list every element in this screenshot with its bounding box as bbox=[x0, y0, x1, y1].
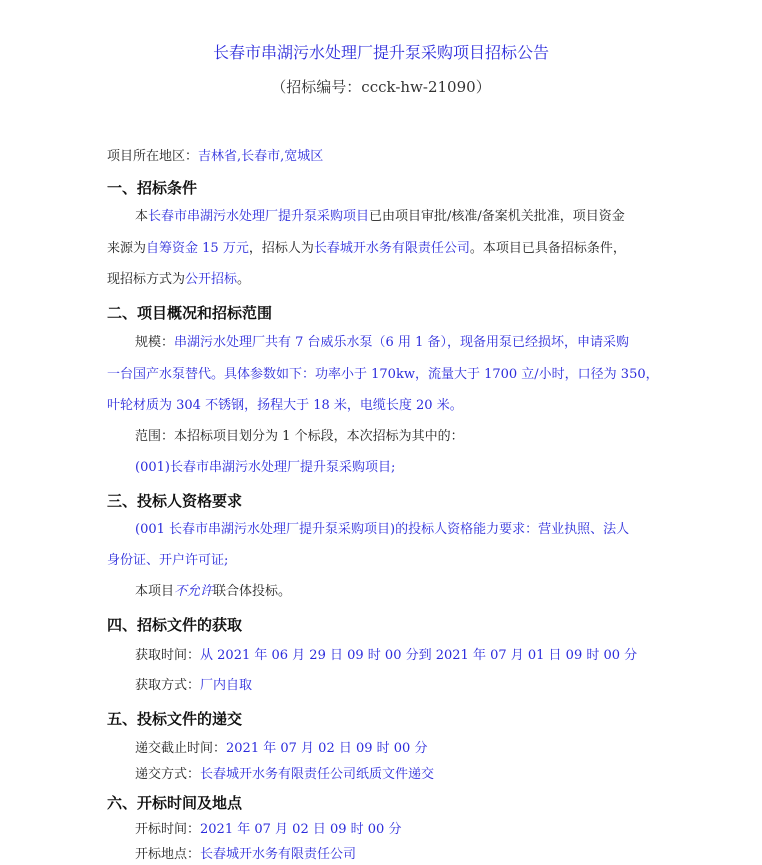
section-2-heading: 二、项目概况和招标范围 bbox=[107, 304, 273, 322]
tenderer-name: 长春城开水务有限责任公司 bbox=[313, 241, 470, 256]
scale-label: 规模： bbox=[135, 335, 175, 350]
tender-method: 公开招标 bbox=[185, 272, 238, 287]
joint-text: 联合体投标。 bbox=[213, 584, 292, 599]
obtain-time-label: 获取时间： bbox=[135, 648, 201, 663]
submit-method-value: 长春城开水务有限责任公司纸质文件递交 bbox=[200, 767, 435, 782]
page-title: 长春市串湖污水处理厂提升泵采购项目招标公告 bbox=[212, 43, 549, 62]
sec1-text: 。 bbox=[237, 272, 251, 287]
obtain-time-line bbox=[135, 647, 637, 665]
sec1-text: 现招标方式为 bbox=[107, 272, 186, 287]
qualification-line-1: (001 长春市串湖污水处理厂提升泵采购项目)的投标人资格能力要求：营业执照、法人 bbox=[135, 522, 630, 537]
lot-count: 1 bbox=[282, 429, 291, 444]
submit-method-label: 递交方式： bbox=[135, 767, 201, 782]
qualification-line-2: 身份证、开户许可证; bbox=[107, 553, 229, 568]
project-name: 长春市串湖污水处理厂提升泵采购项目 bbox=[148, 209, 370, 224]
lot-item: (001)长春市串湖污水处理厂提升泵采购项目; bbox=[135, 460, 396, 475]
joint-bid-line bbox=[135, 583, 291, 601]
joint-text: 本项目 bbox=[135, 584, 175, 599]
obtain-method-value: 厂内自取 bbox=[200, 678, 253, 693]
scale-line-2: 一台国产水泵替代。具体参数如下：功率小于 170kw，流量大于 1700 立/小时，口径为 350， bbox=[107, 367, 659, 382]
tender-code-suffix: ） bbox=[475, 78, 491, 96]
tender-code-line bbox=[0, 76, 762, 97]
sec1-paragraph-line-2 bbox=[107, 240, 626, 258]
submit-method-line bbox=[135, 766, 434, 784]
joint-bid-value: 不允许 bbox=[174, 584, 214, 599]
range-text: 范围：本招标项目划分为 bbox=[135, 429, 279, 444]
scale-line-1 bbox=[135, 334, 629, 352]
section-3-heading: 三、投标人资格要求 bbox=[107, 492, 243, 510]
tender-code: ccck-hw-21090 bbox=[361, 78, 476, 96]
obtain-method-line bbox=[135, 677, 252, 695]
opening-time-label: 开标时间： bbox=[135, 822, 201, 837]
opening-time-value: 2021 年 07 月 02 日 09 时 00 分 bbox=[200, 822, 402, 837]
sec1-text: 来源为 bbox=[107, 241, 147, 256]
sec1-text: ，招标人为 bbox=[248, 241, 314, 256]
section-4-heading: 四、招标文件的获取 bbox=[107, 616, 243, 634]
tender-code-prefix: （招标编号： bbox=[271, 78, 362, 96]
range-line bbox=[135, 428, 464, 446]
obtain-time-value: 从 2021 年 06 月 29 日 09 时 00 分到 2021 年 07 月 01 日 09 时 00 分 bbox=[200, 648, 638, 663]
sec1-paragraph-line-1 bbox=[135, 208, 625, 226]
opening-place-label: 开标地点： bbox=[135, 847, 201, 862]
opening-place-value: 长春城开水务有限责任公司 bbox=[200, 847, 357, 862]
region-value: 吉林省,长春市,宽城区 bbox=[198, 149, 324, 164]
sec1-paragraph-line-3 bbox=[107, 271, 250, 289]
scale-text: 串湖污水处理厂共有 7 台威乐水泵（6 用 1 备），现备用泵已经损坏，申请采购 bbox=[174, 335, 629, 350]
opening-time-line bbox=[135, 821, 401, 839]
section-6-heading: 六、开标时间及地点 bbox=[107, 794, 243, 812]
scale-line-3: 叶轮材质为 304 不锈钢，扬程大于 18 米，电缆长度 20 米。 bbox=[107, 398, 463, 413]
fund-source: 自筹资金 15 万元 bbox=[146, 241, 249, 256]
section-1-heading: 一、招标条件 bbox=[107, 179, 198, 197]
region-line bbox=[107, 148, 323, 166]
deadline-label: 递交截止时间： bbox=[135, 741, 227, 756]
sec1-text: 已由项目审批/核准/备案机关批准，项目资金 bbox=[369, 209, 625, 224]
sec1-text: 。本项目已具备招标条件， bbox=[469, 241, 626, 256]
obtain-method-label: 获取方式： bbox=[135, 678, 201, 693]
deadline-value: 2021 年 07 月 02 日 09 时 00 分 bbox=[226, 741, 428, 756]
section-5-heading: 五、投标文件的递交 bbox=[107, 710, 243, 728]
deadline-line bbox=[135, 740, 427, 758]
opening-place-line bbox=[135, 846, 356, 864]
range-text: 个标段，本次招标为其中的： bbox=[294, 429, 464, 444]
sec1-text: 本 bbox=[135, 209, 149, 224]
region-label: 项目所在地区： bbox=[107, 149, 199, 164]
